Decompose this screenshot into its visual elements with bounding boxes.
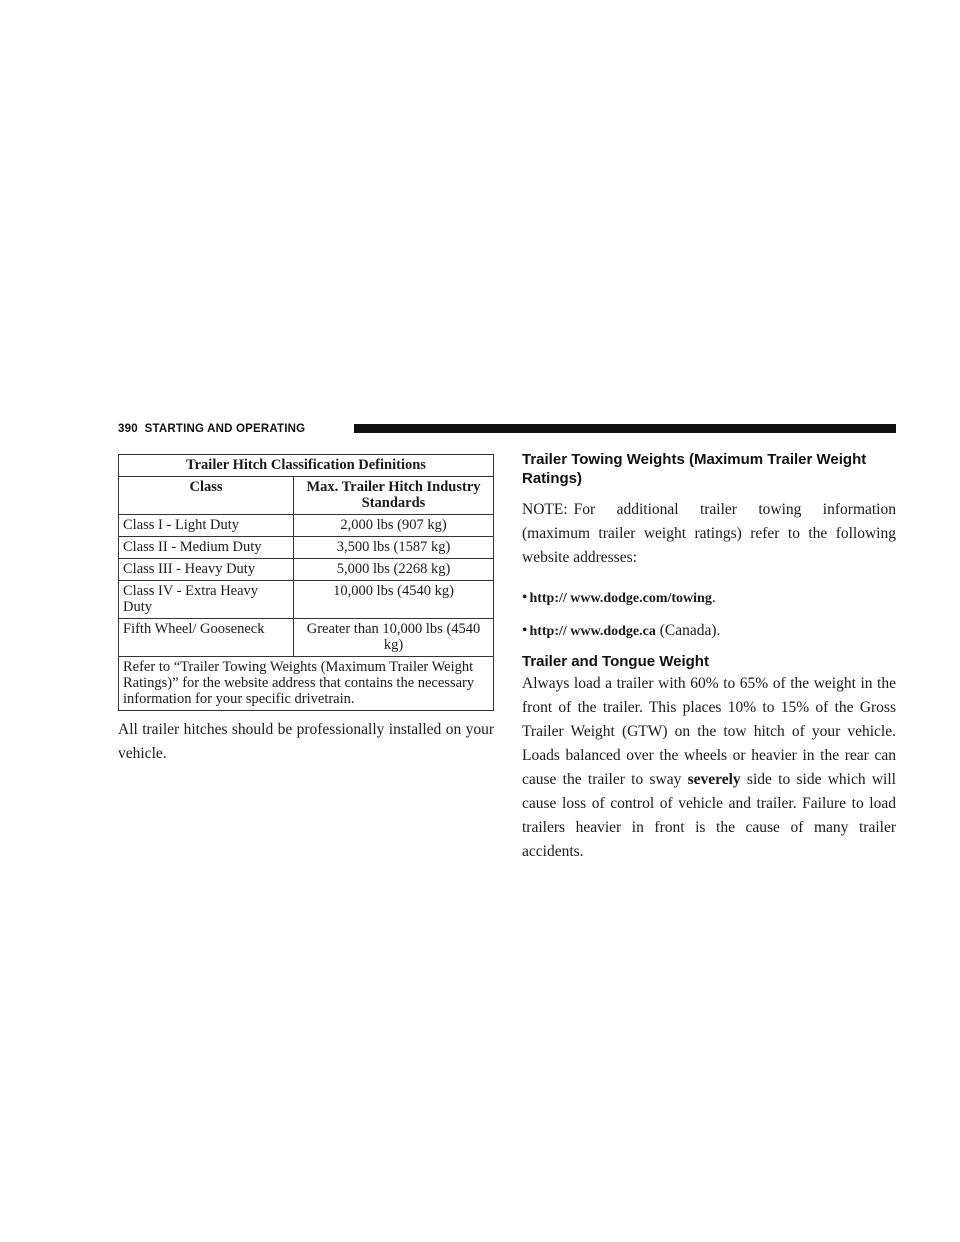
bullet: •: [522, 621, 528, 639]
link-suffix: (Canada).: [659, 621, 721, 639]
column-header-class: Class: [119, 477, 294, 515]
header-text: [118, 422, 305, 436]
table-row: [119, 619, 494, 657]
dodge-towing-link[interactable]: http:// www.dodge.com/towing: [529, 590, 712, 606]
table-row: [119, 559, 494, 581]
tongue-weight-paragraph: [522, 672, 896, 864]
table-row: [119, 515, 494, 537]
class-cell: Class IV - Extra Heavy Duty: [119, 581, 294, 619]
list-item: [522, 619, 896, 644]
table-title: Trailer Hitch Classification Definitions: [119, 455, 494, 477]
emphasis-text: severely: [687, 770, 741, 788]
website-list: [522, 586, 896, 644]
page-number: 390: [118, 423, 138, 435]
max-cell: 3,500 lbs (1587 kg): [294, 537, 494, 559]
section-heading-towing-weights: Trailer Towing Weights (Maximum Trailer Weight Ratings): [522, 451, 867, 487]
left-column: [118, 454, 494, 782]
bullet: •: [522, 588, 528, 606]
dodge-canada-link[interactable]: http:// www.dodge.ca: [529, 623, 656, 639]
column-header-max: Max. Trailer Hitch Industry Standards: [294, 477, 494, 515]
max-cell: Greater than 10,000 lbs (4540 kg): [294, 619, 494, 657]
list-item: [522, 586, 896, 611]
table-footnote: Refer to “Trailer Towing Weights (Maximum Trailer Weight Ratings)” for the website address that contains the necessary information for your specific drivetrain.: [119, 657, 494, 711]
max-cell: 10,000 lbs (4540 kg): [294, 581, 494, 619]
class-cell: Fifth Wheel/ Gooseneck: [119, 619, 294, 657]
section-title: STARTING AND OPERATING: [144, 423, 306, 435]
max-cell: 5,000 lbs (2268 kg): [294, 559, 494, 581]
installation-paragraph: All trailer hitches should be professionally installed on your vehicle.: [118, 721, 494, 762]
right-column: [522, 450, 896, 879]
section-heading-tongue-weight: Trailer and Tongue Weight: [522, 652, 709, 670]
max-cell: 2,000 lbs (907 kg): [294, 515, 494, 537]
table-row: [119, 581, 494, 619]
text-after: side to side which will cause loss of control of vehicle and trailer. Failure to load trailers heavier in front is the cause of many trailer accidents.: [522, 770, 896, 860]
class-cell: Class II - Medium Duty: [119, 537, 294, 559]
class-cell: Class I - Light Duty: [119, 515, 294, 537]
note-label: NOTE:: [522, 501, 568, 518]
link-suffix: .: [711, 588, 716, 606]
header-rule: [354, 424, 896, 433]
text-before: Always load a trailer with 60% to 65% of the weight in the front of the trailer. This places 10% to 15% of the Gross Trailer Weight (GTW) on the tow hitch of your vehicle. Loads balanced over the wheels or heavier in the rear can cause the trailer to sway: [522, 674, 896, 788]
hitch-classification-table: [118, 454, 494, 711]
class-cell: Class III - Heavy Duty: [119, 559, 294, 581]
table-row: [119, 537, 494, 559]
note-paragraph: [522, 498, 896, 570]
note-text: For additional trailer towing information (maximum trailer weight ratings) refer to the following website addresses:: [522, 501, 896, 566]
page-header: [118, 422, 896, 436]
